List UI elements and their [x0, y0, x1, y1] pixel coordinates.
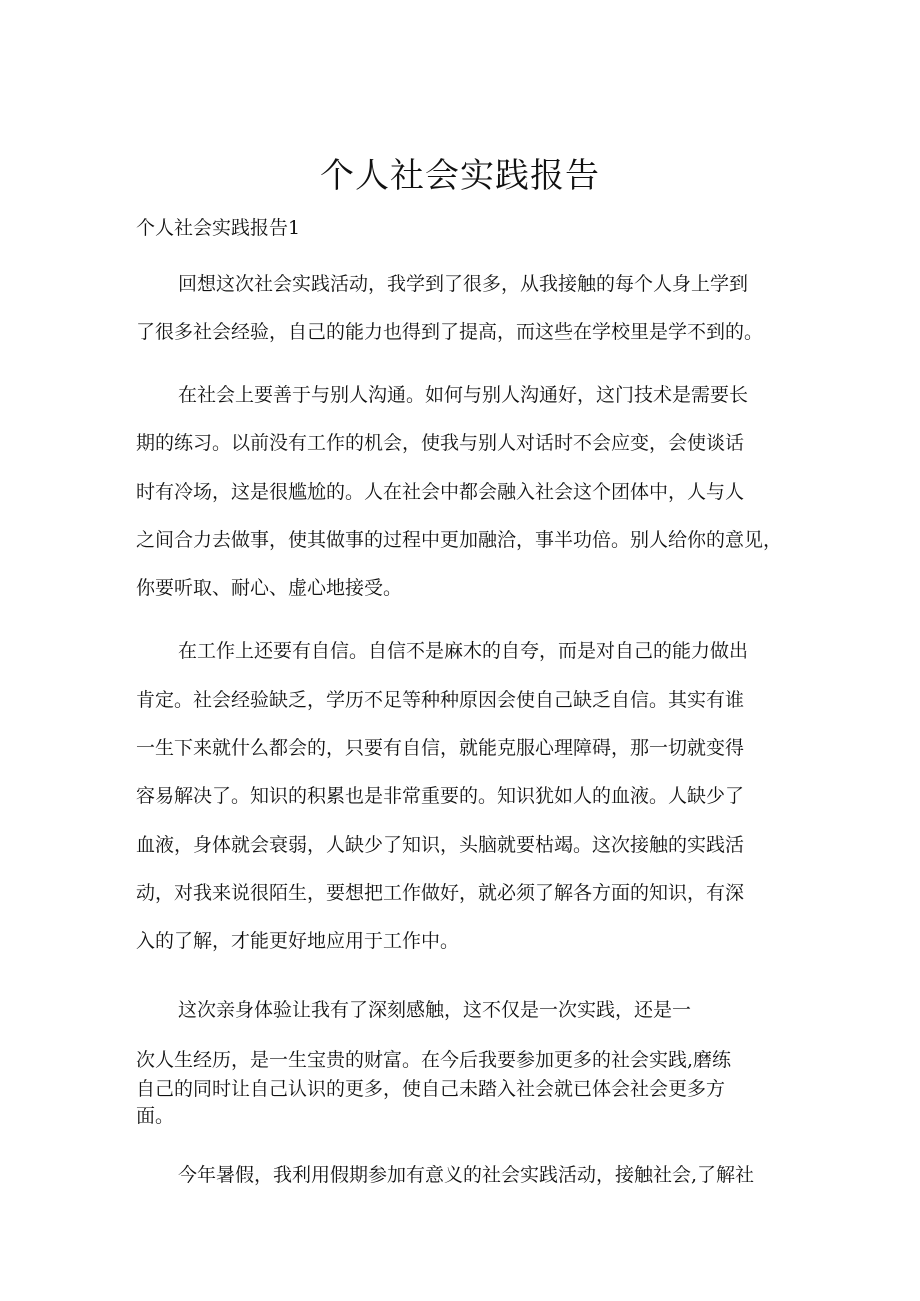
paragraph-line: 你要听取、耐心、虚心地接受。 [136, 577, 403, 599]
paragraph-line: 次人生经历，是一生宝贵的财富。在今后我要参加更多的社会实践,磨练 [136, 1049, 732, 1071]
paragraph-line: 这次亲身体验让我有了深刻感触，这不仅是一次实践，还是一 [178, 999, 692, 1021]
section-heading: 个人社会实践报告1 [136, 217, 301, 239]
paragraph-line: 动，对我来说很陌生，要想把工作做好，就必须了解各方面的知识，有深 [136, 882, 745, 904]
paragraph-line: 面。 [136, 1105, 175, 1127]
paragraph-line: 之间合力去做事，使其做事的过程中更加融洽，事半功倍。别人给你的意见， [136, 529, 783, 551]
paragraph-line: 肯定。社会经验缺乏，学历不足等种种原因会使自己缺乏自信。其实有谁 [136, 689, 745, 711]
paragraph-line: 在工作上还要有自信。自信不是麻木的自夸，而是对自己的能力做出 [178, 640, 749, 662]
paragraph-line: 今年暑假，我利用假期参加有意义的社会实践活动，接触社会,了解社 [178, 1164, 755, 1186]
paragraph-line: 在社会上要善于与别人沟通。如何与别人沟通好，这门技术是需要长 [178, 384, 749, 406]
paragraph-line: 一生下来就什么都会的，只要有自信，就能克服心理障碍，那一切就变得 [136, 737, 745, 759]
paragraph-line: 血液，身体就会衰弱，人缺少了知识，头脑就要枯竭。这次接触的实践活 [136, 834, 745, 856]
paragraph-line: 了很多社会经验，自己的能力也得到了提高，而这些在学校里是学不到的。 [136, 321, 764, 343]
paragraph-line: 自己的同时让自己认识的更多，使自己未踏入社会就已体会社会更多方 [136, 1078, 726, 1100]
paragraph-line: 容易解决了。知识的积累也是非常重要的。知识犹如人的血液。人缺少了 [136, 785, 745, 807]
paragraph-line: 回想这次社会实践活动，我学到了很多，从我接触的每个人身上学到 [178, 273, 749, 295]
paragraph-line: 时有冷场，这是很尴尬的。人在社会中都会融入社会这个团体中，人与人 [136, 481, 745, 503]
document-title: 个人社会实践报告 [320, 156, 600, 196]
paragraph-line: 期的练习。以前没有工作的机会，使我与别人对话时不会应变，会使谈话 [136, 432, 745, 454]
paragraph-line: 入的了解，才能更好地应用于工作中。 [136, 930, 460, 952]
